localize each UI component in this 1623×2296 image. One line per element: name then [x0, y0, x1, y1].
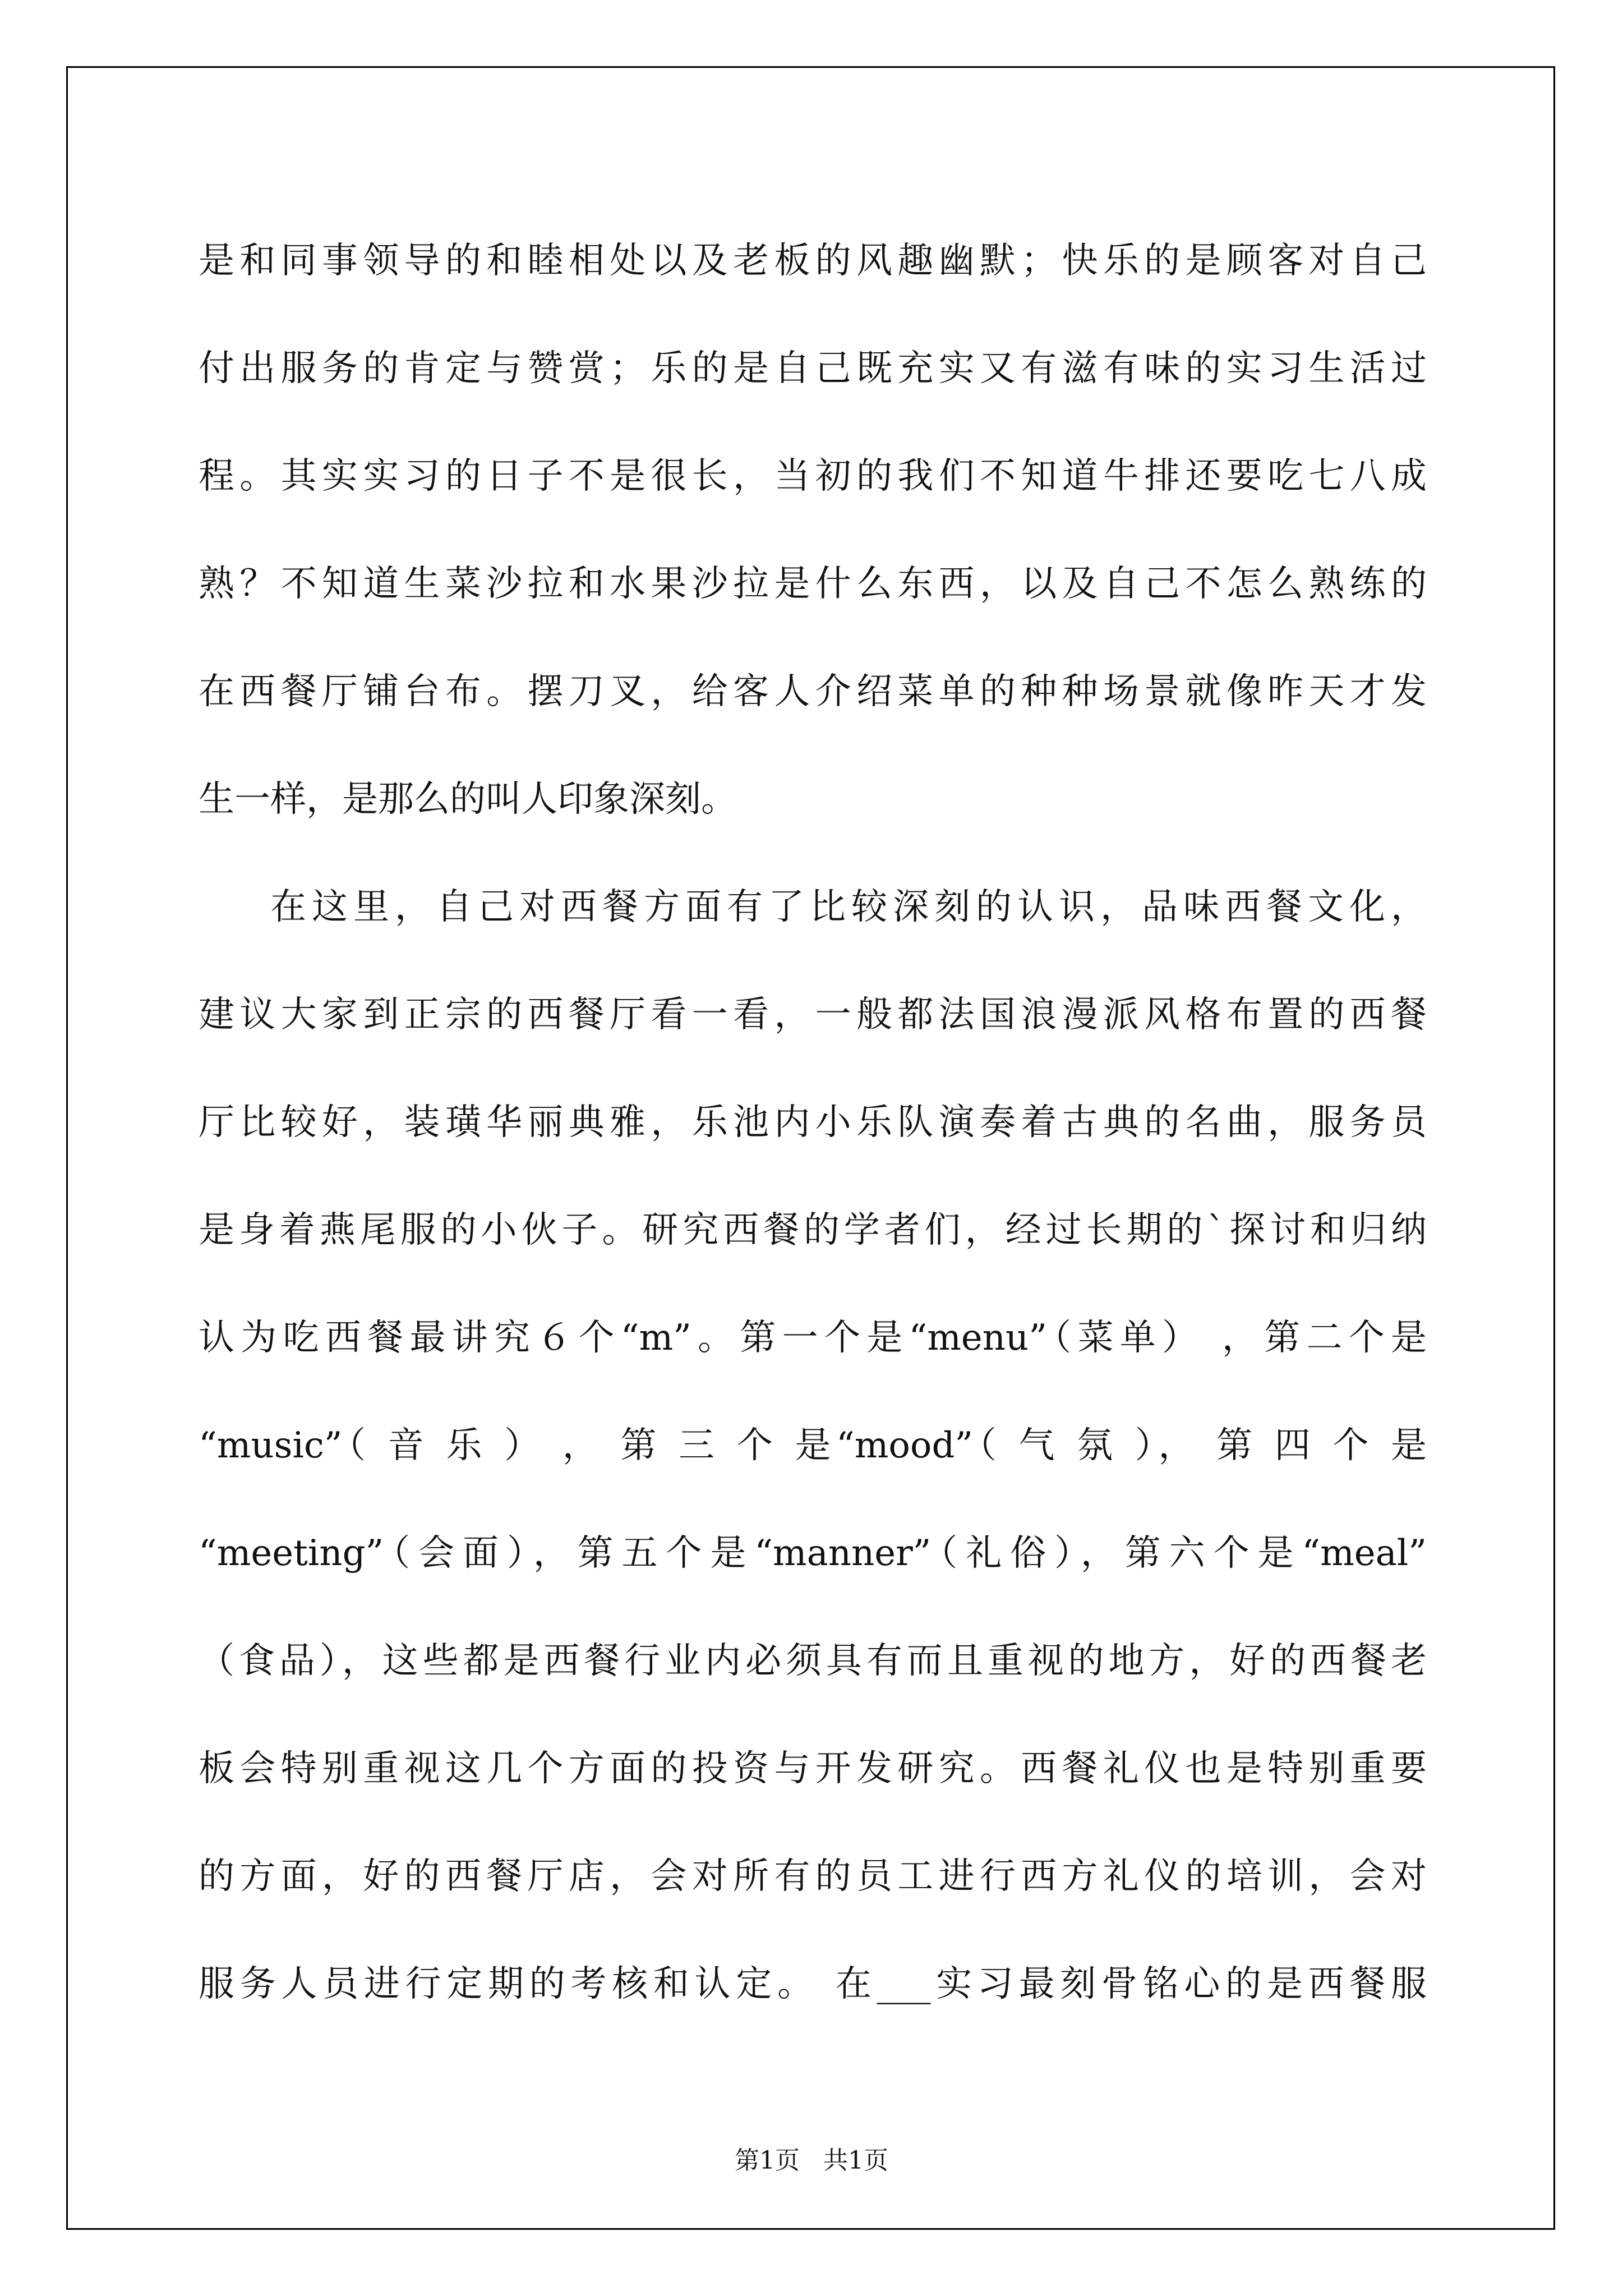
text-line: 是身着燕尾服的小伙子。研究西餐的学者们，经过长期的`探讨和归纳: [199, 1209, 1427, 1251]
text-line: 在这里，自己对西餐方面有了比较深刻的认识，品味西餐文化，: [270, 886, 1427, 928]
text-line: “meeting”（会面），第五个是“manner”（礼俗），第六个是“meal”: [199, 1533, 1427, 1574]
text-line: 的方面，好的西餐厅店，会对所有的员工进行西方礼仪的培训，会对: [199, 1856, 1427, 1897]
text-line: 生一样，是那么的叫人印象深刻。: [199, 779, 737, 820]
text-line: 程。其实实习的日子不是很长，当初的我们不知道牛排还要吃七八成: [199, 455, 1427, 497]
paragraph-1: [199, 207, 1427, 853]
text-line: 建议大家到正宗的西餐厅看一看，一般都法国浪漫派风格布置的西餐: [199, 994, 1427, 1036]
text-line: “music”（ 音 乐 ） ， 第 三 个 是“mood”（ 气 氛 ）， 第 四 个 是: [199, 1425, 1427, 1466]
text-line: （食品），这些都是西餐行业内必须具有而且重视的地方，好的西餐老: [199, 1640, 1427, 1682]
text-line: 服务人员进行定期的考核和认定。 在___实习最刻骨铭心的是西餐服: [199, 1963, 1427, 2005]
text-line: 付出服务的肯定与赞赏；乐的是自己既充实又有滋有味的实习生活过: [199, 348, 1427, 389]
text-line: 是和同事领导的和睦相处以及老板的风趣幽默；快乐的是顾客对自己: [199, 240, 1427, 282]
document-body: [199, 207, 1427, 2038]
text-line: 厅比较好，装璜华丽典雅，乐池内小乐队演奏着古典的名曲，服务员: [199, 1102, 1427, 1143]
text-line: 认为吃西餐最讲究６个“m”。第一个是“menu”（菜单） ，第二个是: [199, 1317, 1427, 1359]
text-line: 在西餐厅铺台布。摆刀叉，给客人介绍菜单的种种场景就像昨天才发: [199, 671, 1427, 712]
text-line: 板会特别重视这几个方面的投资与开发研究。西餐礼仪也是特别重要: [199, 1748, 1427, 1789]
page-footer: 第1页 共1页: [735, 2146, 888, 2175]
paragraph-2: [199, 853, 1427, 2038]
text-line: 熟？不知道生菜沙拉和水果沙拉是什么东西，以及自己不怎么熟练的: [199, 563, 1427, 605]
